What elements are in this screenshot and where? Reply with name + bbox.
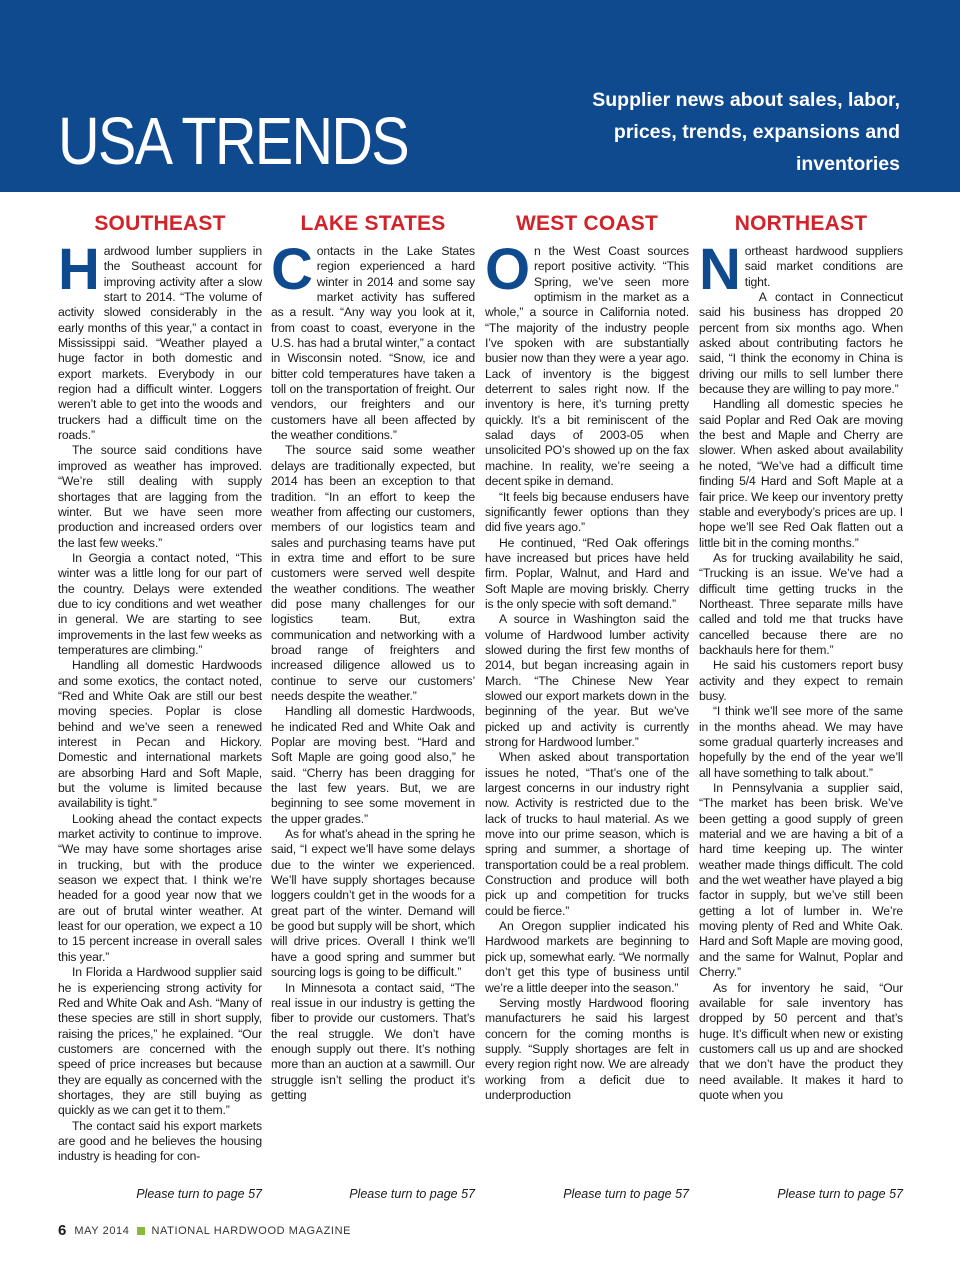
article-paragraph: Serving mostly Hardwood flooring manufacturers he said his largest concern for the coming months is supply. “Supply shortages are felt in every region right now. We are already working from a deficit due to underproduction [485, 995, 689, 1102]
column-northeast [699, 210, 903, 1178]
article-paragraph: In Pennsylvania a supplier said, “The market has been brisk. We’ve been getting a good supply of green material and we are having a bit of a hard time keeping up. The winter weather made things difficult. The cold and the wet weather have played a big factor in supply, but we’ve still been getting a lot of lumber in. We’re moving plenty of Red and White Oak. Hard and Soft Maple are moving good, and the same for Walnut, Poplar and Cherry.” [699, 781, 903, 980]
paragraph-text: n the West Coast sources report positive activity. “This Spring, we’ve seen more optimism in the market as a whole,” a source in California noted. “The majority of the industry people I’ve spoken with are substantially busier now than they were a year ago. Lack of inventory is the biggest deterrent to sales right now. If the inventory is here, it’s turning pretty quickly. It’s a bit reminiscent of the salad days of 2003-05 when unsolicited PO’s showed up on the fax machine. In reality, we’re seeing a decent spike in demand. [485, 244, 689, 489]
article-paragraph [485, 244, 689, 490]
continued-note: Please turn to page 57 [563, 1187, 689, 1201]
article-paragraph: The source said some weather delays are traditionally expected, but 2014 has been an exception to that tradition. “In an effort to keep the weather from affecting our customers, members of our logistics team and sales and purchasing teams have put in extra time and effort to be sure customers were served well despite the weather conditions. The weather did pose many challenges for our logistics team. But, extra communication and networking with a broad range of freighters and increased diligence allowed us to continue to serve our customers’ needs despite the weather.” [271, 443, 475, 703]
drop-cap: C [271, 244, 313, 302]
continued-note: Please turn to page 57 [136, 1187, 262, 1201]
column-heading: SOUTHEAST [94, 212, 226, 235]
article-paragraph: Handling all domestic species he said Poplar and Red Oak are moving the best and Maple and Cherry are slower. When asked about availability he noted, “We’ve had a difficult time finding 5/4 Hard and Soft Maple at a fair price. We keep our inventory pretty stable and everybody’s prices are up. I hope we’ll see Red Oak flatten out a little bit in the coming months.” [699, 397, 903, 550]
drop-cap: N [699, 244, 741, 302]
article-paragraph: As for inventory he said, “Our available for sale inventory has dropped by 50 percent and that’s huge. It’s difficult when new or existing customers call us up and are shocked that we don’t have the product they need available. It makes it hard to quote when you [699, 980, 903, 1102]
issue-date: MAY 2014 [74, 1224, 130, 1237]
article-paragraph: As for trucking availability he said, “Trucking is an issue. We’ve had a difficult time getting trucks in the Northeast. Three separate mills have called and told me that trucks have cancelled because there are no backhauls here for them.” [699, 550, 903, 657]
column-body [58, 244, 262, 1178]
article-paragraph: Looking ahead the contact expects market activity to continue to improve. “We may have some shortages arise in trucking, but with the produce season we expect that. I think we’re headed for a good year now that we are out of brutal winter weather. At least for our operation, we expect a 10 to 15 percent increase in overall sales this year.” [58, 811, 262, 964]
article-paragraph: He said his customers report busy activity and they expect to remain busy. [699, 658, 903, 703]
column-lake-states [271, 210, 475, 1178]
bullet-square-icon [137, 1227, 145, 1235]
column-body [485, 244, 689, 1178]
article-paragraph: When asked about transportation issues he noted, “That’s one of the largest concerns in our industry right now. Activity is restricted due to the lack of trucks to haul material. As we move into our prime season, which is spring and summer, a shortage of transportation could be a real problem. Construction and produce will both pick up and competition for trucks could be fierce.” [485, 750, 689, 918]
article-paragraph: In Georgia a contact noted, “This winter was a little long for our part of the country. Delays were extended due to icy conditions and wet weather in general. We are starting to see improvements in the last few weeks as temperatures are climbing.” [58, 550, 262, 657]
paragraph-text: ortheast hardwood suppliers said market conditions are tight. [744, 244, 903, 289]
page-number: 6 [58, 1222, 67, 1239]
article-paragraph: In Minnesota a contact said, “The real issue in our industry is getting the fiber to provide our customers. That’s the real struggle. We don’t have enough supply out there. It’s nothing more than an auction at a sawmill. Our struggle isn’t selling the product it’s getting [271, 980, 475, 1102]
column-southeast [58, 210, 262, 1178]
article-paragraph: “It feels big because endusers have significantly fewer options than they did five years ago.” [485, 489, 689, 535]
article-paragraph: In Florida a Hardwood supplier said he is experiencing strong activity for Red and White Oak and Ash. “Many of these species are still in short supply, raising the prices,” he explained. “Our customers are concerned with the speed of price increases but because they are equally as concerned with the shortages, they are still buying as quickly as we can get it to them.” [58, 965, 262, 1118]
publication-name: NATIONAL HARDWOOD MAGAZINE [151, 1224, 352, 1237]
page-footer [58, 1222, 351, 1239]
article-paragraph: The contact said his export markets are good and he believes the housing industry is heading for con- [58, 1118, 262, 1164]
drop-cap: H [58, 244, 100, 302]
article-paragraph: The source said conditions have improved as weather has improved. “We’re still dealing with supply shortages that are lagging from the winter. But we have seen more production and increased orders over the last few weeks.” [58, 443, 262, 550]
article-paragraph: As for what’s ahead in the spring he said, “I expect we’ll have some delays due to the winter we experienced. We’ll have supply shortages because loggers couldn’t get in the woods for a great part of the winter. Demand will be good but supply will be short, which will drive prices. Overall I think we’ll have a good spring and summer but sourcing logs is going to be difficult.” [271, 827, 475, 980]
paragraph-text: ontacts in the Lake States region experienced a hard winter in 2014 and some say market activity has suffered as a result. “Any way you look at it, from coast to coast, everyone in the U.S. has had a brutal winter,” a contact in Wisconsin noted. “Snow, ice and bitter cold temperatures have taken a toll on the transportation of freight. Our vendors, our freighters and our customers have all been affected by the weather conditions.” [271, 244, 475, 443]
column-body [271, 244, 475, 1178]
article-paragraph: Handling all domestic Hardwoods and some exotics, the contact noted, “Red and White Oak are still our best moving species. Poplar is close behind and we’ve seen a renewed interest in Pecan and Hickory. Domestic and international markets are absorbing Hard and Soft Maple, but the volume is limited because availability is tight.” [58, 658, 262, 811]
column-west-coast [485, 210, 689, 1178]
article-paragraph: A contact in Connecticut said his business has dropped 20 percent from six months ago. When asked about contributing factors he said, “I think the economy in China is driving our mills to sell lumber there because they are willing to pay more.” [699, 290, 903, 397]
header-banner [0, 0, 960, 192]
column-body [699, 244, 903, 1178]
article-paragraph: A source in Washington said the volume of Hardwood lumber activity slowed during the first few months of 2014, but began increasing again in March. “The Chinese New Year slowed our export markets down in the beginning of the year. But we’ve picked up and activity is currently strong for Hardwood lumber.” [485, 612, 689, 749]
article-paragraph: Handling all domestic Hardwoods, he indicated Red and White Oak and Poplar are moving best. “Hard and Soft Maple are going good also,” he said. “Cherry has been dragging for the last few years. But, we are beginning to see some movement in the upper grades.” [271, 704, 475, 826]
article-paragraph [271, 244, 475, 443]
article-paragraph: An Oregon supplier indicated his Hardwood markets are beginning to pick up, somewhat early. “We normally don’t get this type of business until we’re a little deeper into the season.” [485, 919, 689, 995]
column-heading: WEST COAST [516, 212, 658, 235]
article-paragraph [699, 244, 903, 302]
article-paragraph [58, 244, 262, 443]
page-title: USA TRENDS [58, 104, 408, 179]
drop-cap: O [485, 244, 530, 302]
paragraph-text: ardwood lumber suppliers in the Southeast account for improving activity after a slow start to 2014. “The volume of activity slowed considerably in the early months of this year,” a contact in Mississippi said. “Weather played a huge factor in both domestic and export markets. Everybody in our region had a difficult winter. Loggers weren’t able to get into the woods and truckers had a difficult time on the roads.” [58, 244, 262, 443]
banner-tagline: Supplier news about sales, labor, prices, trends, expansions and inventories [592, 89, 900, 175]
continued-note: Please turn to page 57 [777, 1187, 903, 1201]
article-paragraph: “I think we’ll see more of the same in the months ahead. We may have some gradual quarterly increases and hopefully by the end of the year we’ll all have something to talk about.” [699, 704, 903, 780]
continued-note: Please turn to page 57 [349, 1187, 475, 1201]
column-heading: LAKE STATES [300, 212, 446, 235]
article-paragraph: He continued, “Red Oak offerings have increased but prices have held firm. Poplar, Walnut, and Hard and Soft Maple are moving briskly. Cherry is the only specie with soft demand.” [485, 535, 689, 611]
column-heading: NORTHEAST [734, 212, 868, 235]
